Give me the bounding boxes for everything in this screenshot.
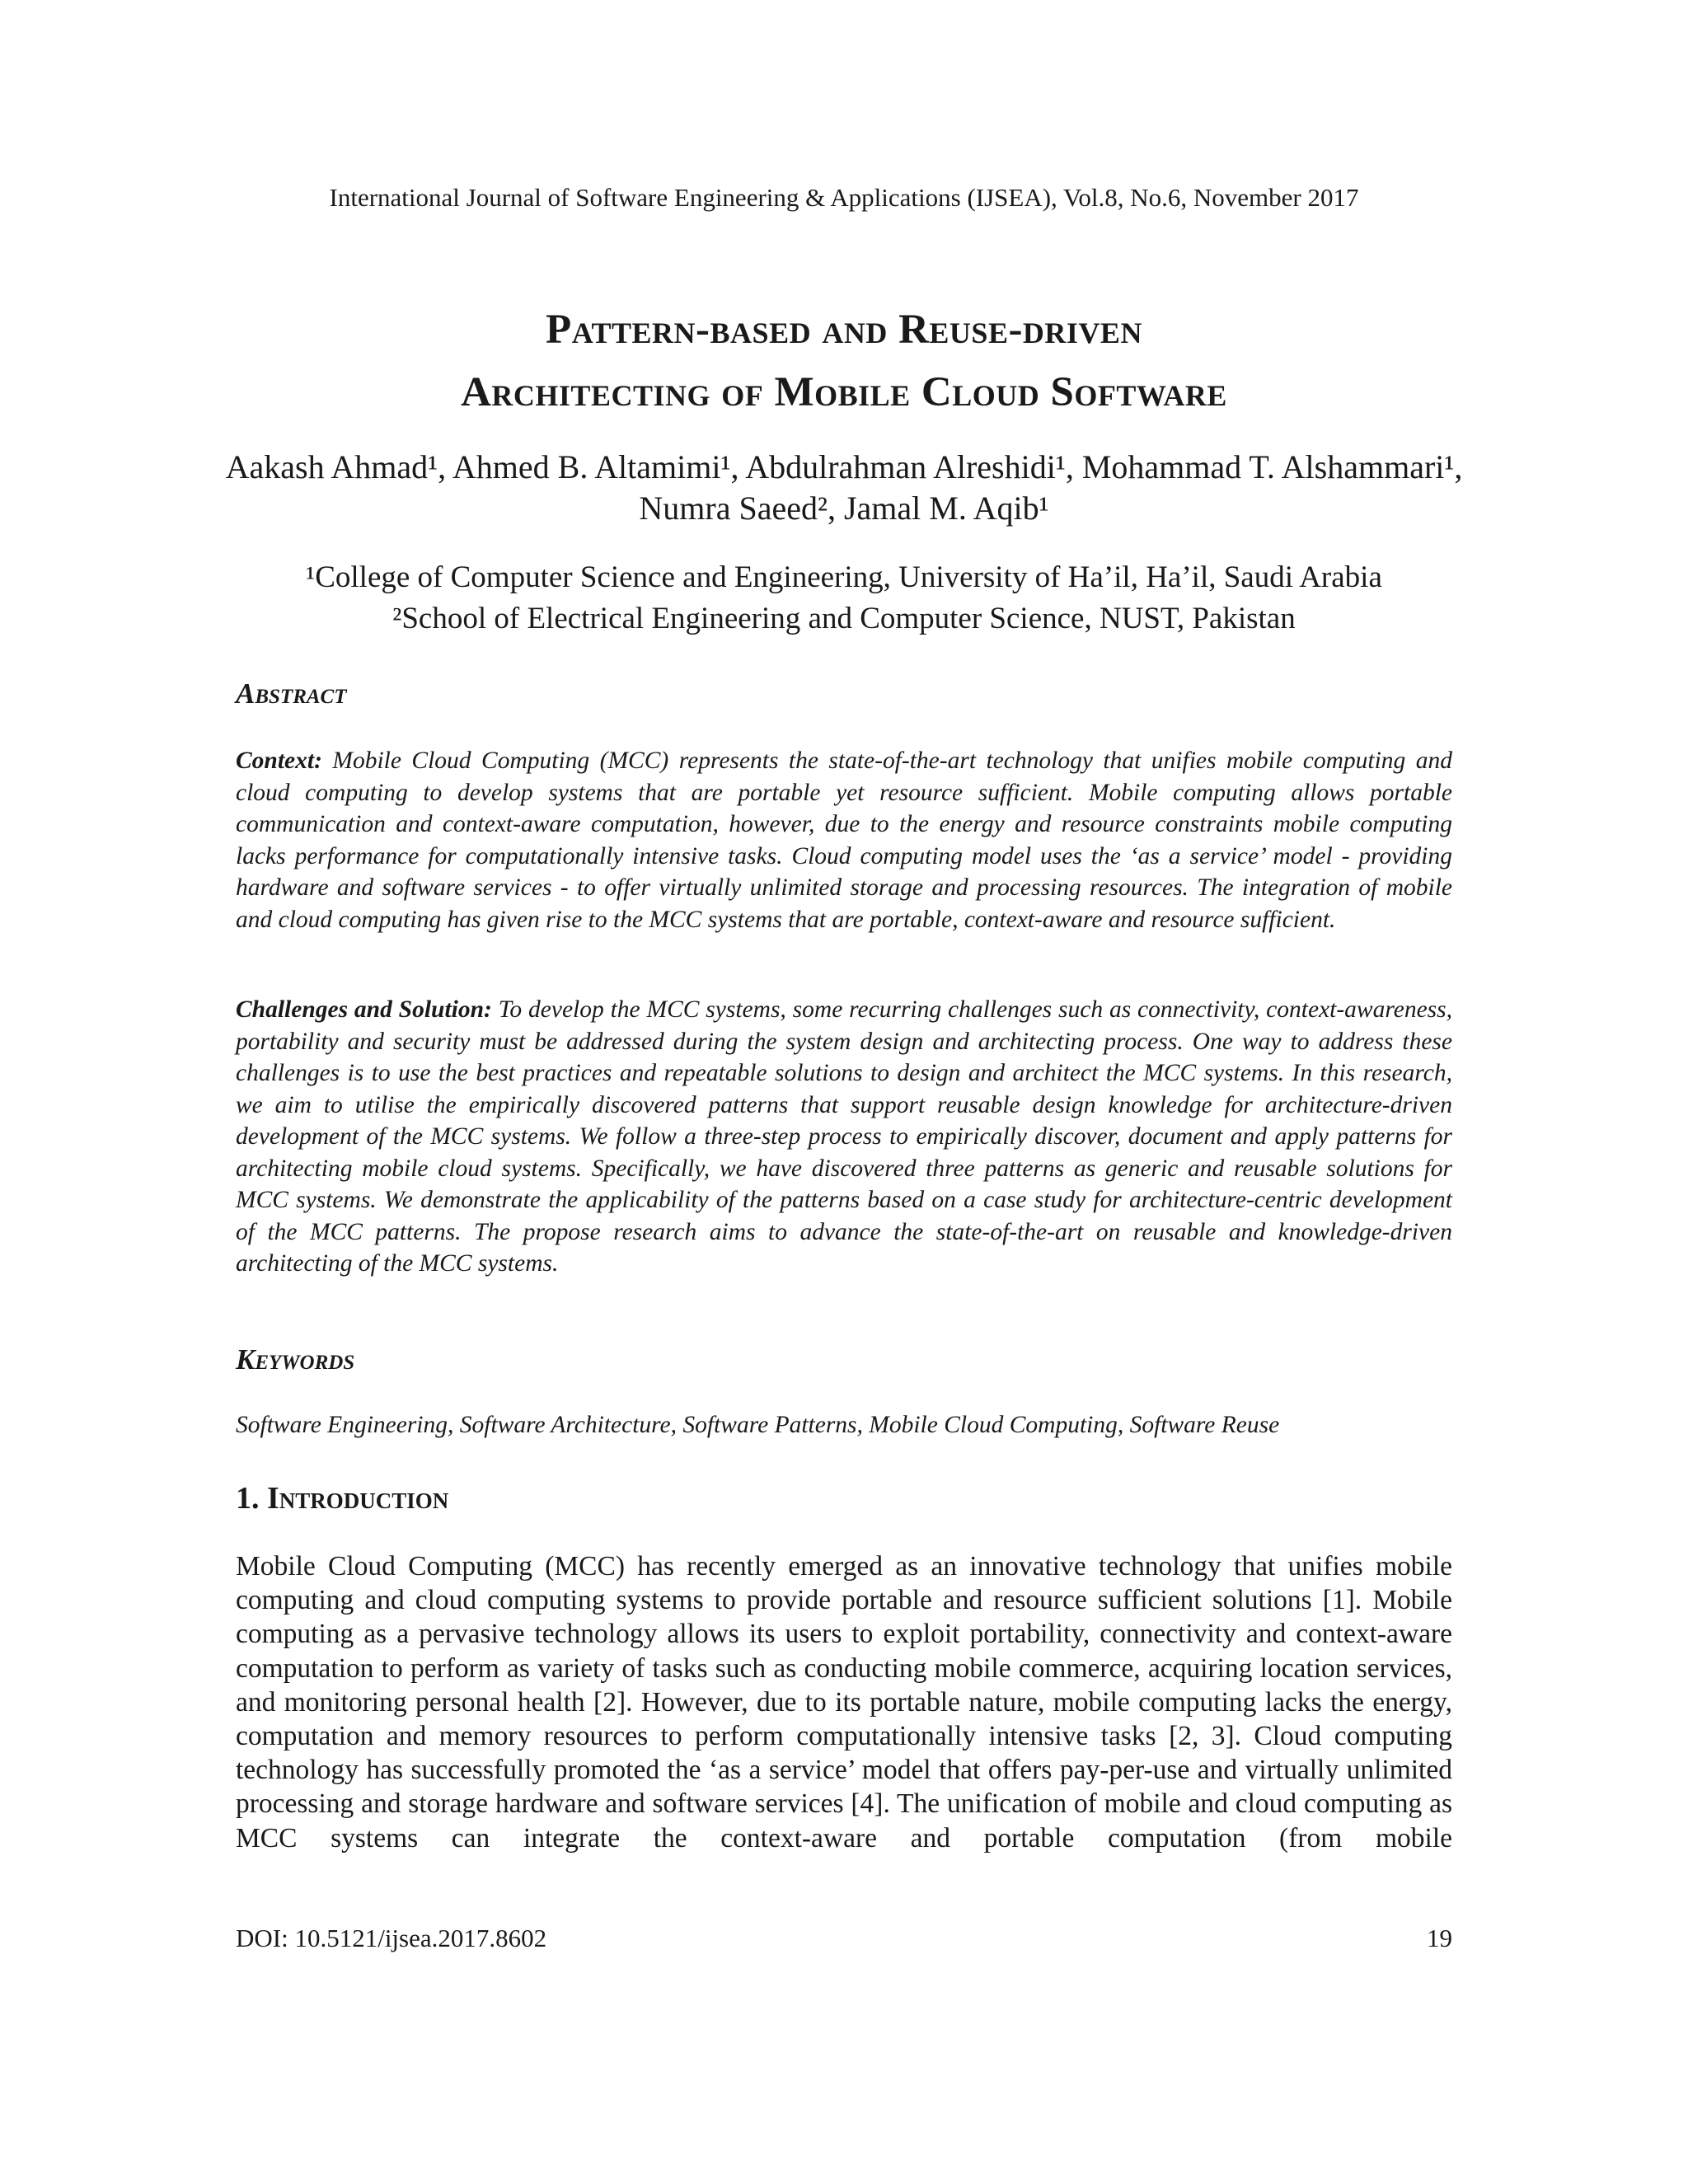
paper-title [165,298,1523,424]
footer-page-number: 19 [1427,1924,1452,1952]
title-line-1: Pattern-based and Reuse-driven [546,307,1142,353]
author-list: Aakash Ahmad¹, Ahmed B. Altamimi¹, Abdulrahman Alreshidi¹, Mohammad T. Alshammari¹, Numra Saeed², Jamal M. Aqib¹ [225,448,1463,527]
context-label: Context: [236,748,322,774]
keywords-list: Software Engineering, Software Architecture, Software Patterns, Mobile Cloud Computing, Software Reuse [236,1412,1280,1438]
footer-doi: DOI: 10.5121/ijsea.2017.8602 [236,1924,547,1952]
introduction-paragraph: Mobile Cloud Computing (MCC) has recently emerged as an innovative technology that unifies mobile computing and cloud computing systems to provide portable and resource sufficient solutions [1]. Mobile computing as a pervasive technology allows its users to exploit portability, connectivity and context-aware computation to perform as variety of tasks such as conducting mobile commerce, acquiring location services, and monitoring personal health [2]. However, due to its portable nature, mobile computing lacks the energy, computation and memory resources to perform computationally intensive tasks [2, 3]. Cloud computing technology has successfully promoted the ‘as a service’ model that offers pay-per-use and virtually unlimited processing and storage hardware and software services [4]. The unification of mobile and cloud computing as MCC systems can integrate the context-aware and portable computation (from mobile [236,1551,1452,1854]
affiliation-1: ¹College of Computer Science and Engineering, University of Ha’il, Ha’il, Saudi Arabia [306,560,1382,594]
abstract-heading: Abstract [236,677,347,710]
affiliation-2: ²School of Electrical Engineering and Computer Science, NUST, Pakistan [392,602,1296,635]
abstract-challenges-paragraph [236,994,1452,1280]
title-line-2: Architecting of Mobile Cloud Software [461,369,1227,415]
context-text: Mobile Cloud Computing (MCC) represents the state-of-the-art technology that unifies mobile computing and cloud computing to develop systems that are portable yet resource sufficient. Mobile computing allows portable communication and context-aware computation, however, due to the energy and resource constraints mobile computing lacks performance for computationally intensive tasks. Cloud computing model uses the ‘as a service’ model - providing hardware and software services - to offer virtually unlimited storage and processing resources. The integration of mobile and cloud computing has given rise to the MCC systems that are portable, context-aware and resource sufficient. [236,748,1452,933]
running-head: International Journal of Software Engineering & Applications (IJSEA), Vol.8, No.6, November 2017 [329,183,1359,212]
challenges-label: Challenges and Solution: [236,996,492,1023]
challenges-text: To develop the MCC systems, some recurring challenges such as connectivity, context-awareness, portability and security must be addressed during the system design and architecting process. One way to address these challenges is to use the best practices and repeatable solutions to design and architect the MCC systems. In this research, we aim to utilise the empirically discovered patterns that support reusable design knowledge for architecture-driven development of the MCC systems. We follow a three-step process to empirically discover, document and apply patterns for architecting mobile cloud systems. Specifically, we have discovered three patterns as generic and reusable solutions for MCC systems. We demonstrate the applicability of the patterns based on a case study for architecture-centric development of the MCC patterns. The propose research aims to advance the state-of-the-art on reusable and knowledge-driven architecting of the MCC systems. [236,996,1452,1277]
keywords-heading: Keywords [236,1343,355,1376]
abstract-context-paragraph [236,745,1452,935]
affiliations [165,557,1523,640]
introduction-heading: 1. Introduction [236,1481,449,1516]
